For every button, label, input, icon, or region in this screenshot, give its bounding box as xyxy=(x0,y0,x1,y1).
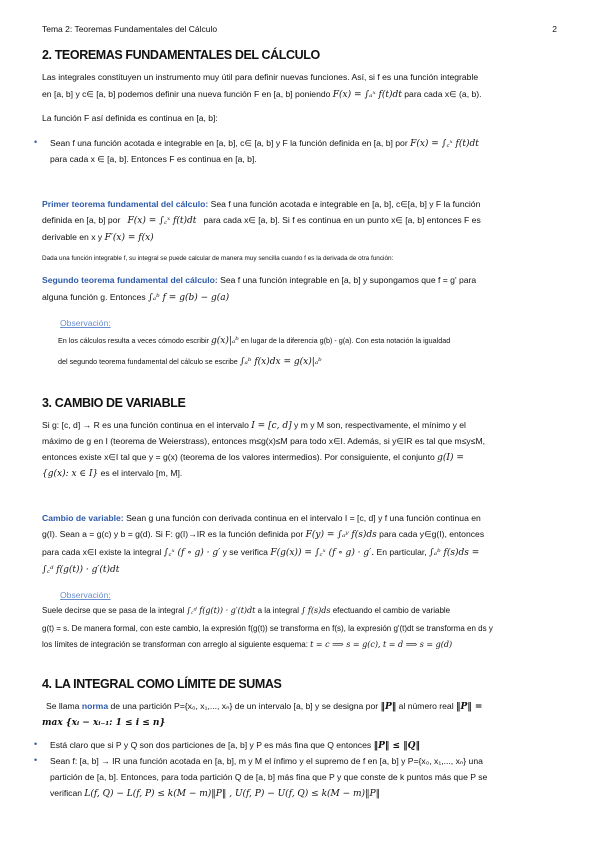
bullet-icon: • xyxy=(34,137,38,147)
s4-bullet-1: Está claro que si P y Q son dos particiones de [a, b] y P es más fina que Q entonces ‖P‖ ≤ ‖Q‖ xyxy=(50,740,420,751)
s3-paragraph-line-3: entonces existe x∈I tal que y = g(x) (teorema de los valores intermedios). Por consiguiente, el conjunto g(I) = xyxy=(42,452,464,463)
s4-bullet-2-line-3: verifican L(f, Q) − L(f, P) ≤ k(M − m)‖P‖ , U(f, P) − U(f, Q) ≤ k(M − m)‖P‖ xyxy=(50,788,381,799)
section-4-title: 4. LA INTEGRAL COMO LÍMITE DE SUMAS xyxy=(42,677,282,691)
s4-bullet-2-line-2: partición de [a, b]. Entonces, para toda partición Q de [a, b] más fina que P y que conste de k puntos más que P se xyxy=(50,772,488,782)
s2-bullet-line-2: para cada x ∈ [a, b]. Entonces F es continua en [a, b]. xyxy=(50,154,257,164)
integral-note: Dada una función integrable f, su integral se puede calcular de manera muy sencilla cuando f es la derivada de otra función: xyxy=(42,255,394,262)
second-theorem-line-2: alguna función g. Entonces ∫ₐᵇ f = g(b) − g(a) xyxy=(42,292,230,303)
s4-bullet-2-line-1: Sean f: [a, b] → IR una función acotada en [a, b], m y M el ínfimo y el supremo de f en [a, b] y P={x₀, x₁,..., xₙ} una xyxy=(50,756,483,766)
s3-paragraph-line-2: máximo de g en I (teorema de Weierstrass), entonces m≤g(x)≤M para todo x∈I. Además, si y∈IR es tal que m≤y≤M, xyxy=(42,436,485,446)
observation-label-1: Observación: xyxy=(60,318,111,328)
change-of-variable-line-1: Cambio de variable: Sean g una función con derivada continua en el intervalo I = [c, d] y f una función continua en xyxy=(42,513,481,523)
change-of-variable-line-3: para cada x∈I existe la integral ∫꜀ˣ (f ∘ g) · g′ y se verifica F(g(x)) = ∫꜀ˣ (f ∘ g) · g′. En particular, ∫ₐᵇ f(s)ds = xyxy=(42,547,480,558)
page-header xyxy=(42,24,557,34)
s4-paragraph-line-2: max {xᵢ − xᵢ₋₁: 1 ≤ i ≤ n} xyxy=(42,718,166,728)
observation-2-line-2: g(t) = s. De manera formal, con este cambio, la expresión f(g(t)) se transforma en f(s), la expresión g'(t)dt se transforma en ds y xyxy=(42,624,493,633)
s2-paragraph-line-2: en [a, b] y c∈ [a, b] podemos definir una nueva función F en [a, b] poniendo F(x) = ∫ₐˣ f(t)dt para cada x∈ (a, b). xyxy=(42,89,482,100)
header-title: Tema 2: Teoremas Fundamentales del Cálculo xyxy=(42,24,218,34)
observation-2-line-3: los límites de integración se transforman con arreglo al siguiente esquema: t = c ⟹ s = g(c), t = d ⟹ s = g(d) xyxy=(42,640,453,649)
first-theorem-line-2: definida en [a, b] por F(x) = ∫꜀ˣ f(t)dt para cada x∈ [a, b]. Si f es continua en un punto x∈ [a, b] entonces F es xyxy=(42,215,481,226)
s2-bullet-line-1: Sean f una función acotada e integrable en [a, b], c∈ [a, b] y F la función definida en [a, b] por F(x) = ∫꜀ˣ f(t)dt xyxy=(50,138,479,149)
page-number: 2 xyxy=(552,24,557,34)
section-2-title: 2. TEOREMAS FUNDAMENTALES DEL CÁLCULO xyxy=(42,48,320,62)
first-theorem-line-1: Primer teorema fundamental del cálculo: Sea f una función acotada e integrable en [a, b], c∈[a, b] y F la función xyxy=(42,199,481,209)
change-of-variable-line-2: g(I). Sean a = g(c) y b = g(d). Si F: g(I)→IR es la función definida por F(y) = ∫ₐʸ f(s)ds para cada y∈g(I), entonces xyxy=(42,529,485,540)
s3-paragraph-line-1: Si g: [c, d] → R es una función continua en el intervalo I = [c, d] y m y M son, respectivamente, el mínimo y el xyxy=(42,420,466,431)
bullet-icon: • xyxy=(34,739,38,749)
s2-paragraph-continuity: La función F así definida es continua en [a, b]: xyxy=(42,113,218,123)
observation-2-line-1: Suele decirse que se pasa de la integral ∫꜀ᵈ f(g(t)) · g′(t)dt a la integral ∫ f(s)ds efectuando el cambio de variable xyxy=(42,606,451,615)
observation-label-2: Observación: xyxy=(60,590,111,600)
s2-paragraph-line-1: Las integrales constituyen un instrumento muy útil para definir nuevas funciones. Así, si f es una función integrable xyxy=(42,72,479,82)
section-3-title: 3. CAMBIO DE VARIABLE xyxy=(42,396,186,410)
bullet-icon: • xyxy=(34,755,38,765)
change-of-variable-line-4: ∫꜀ᵈ f(g(t)) · g′(t)dt xyxy=(42,565,120,575)
observation-1-line-1: En los cálculos resulta a veces cómodo escribir g(x)|ₐᵇ en lugar de la diferencia g(b) - g(a). Con esta notación la igualdad xyxy=(58,336,451,346)
second-theorem-line-1: Segundo teorema fundamental del cálculo: Sea f una función integrable en [a, b] y supongamos que f = g' para xyxy=(42,275,477,285)
observation-1-line-2: del segundo teorema fundamental del cálculo se escribe ∫ₐᵇ f(x)dx = g(x)|ₐᵇ xyxy=(58,357,322,367)
first-theorem-line-3: derivable en x y F′(x) = f(x) xyxy=(42,232,154,243)
s4-paragraph-line-1: Se llama norma de una partición P={x₀, x₁,..., xₙ} de un intervalo [a, b] y se designa por ‖P‖ al número real ‖P‖ = xyxy=(46,701,483,712)
s3-paragraph-line-4: {g(x): x ∈ I} es el intervalo [m, M]. xyxy=(42,468,183,479)
